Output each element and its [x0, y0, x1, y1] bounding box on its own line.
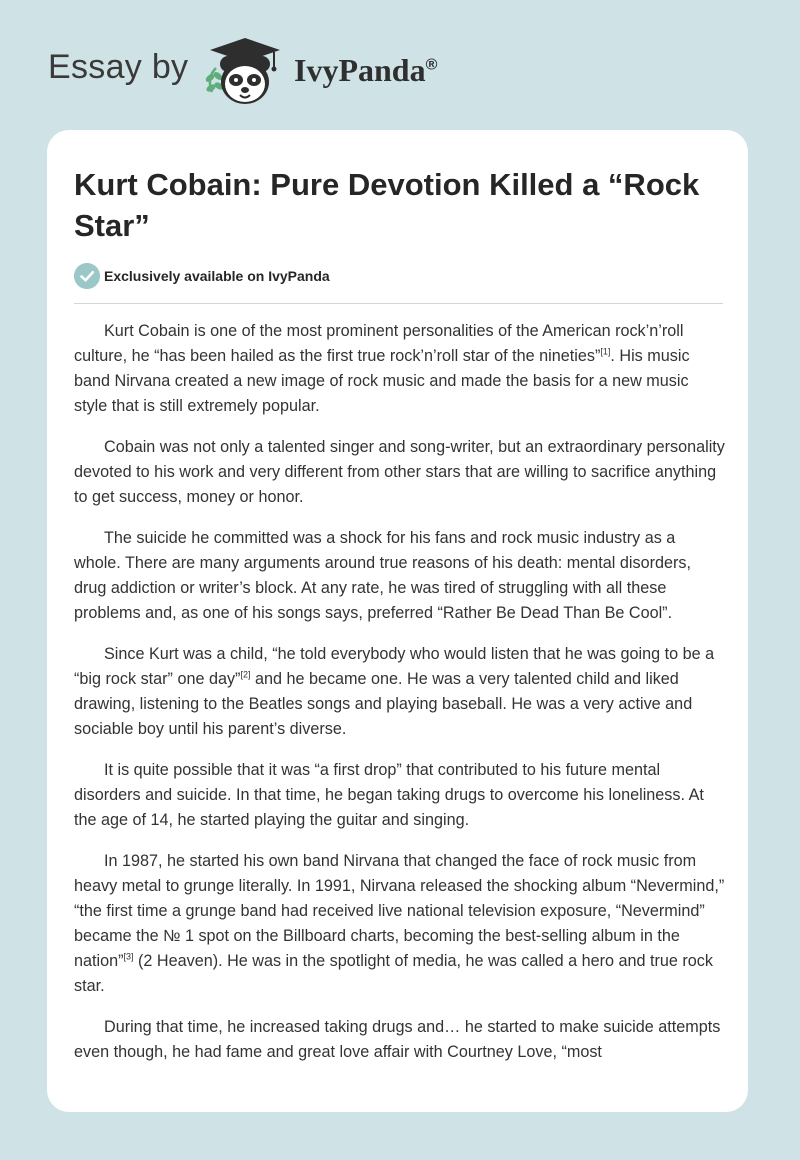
paragraph-text: During that time, he increased taking drugs and… he started to make suicide attempts even though, he had fame and great love affair with Courtney Love, “most: [74, 1018, 721, 1061]
essay-body: [74, 319, 726, 1081]
brand-prefix: Essay by: [48, 48, 189, 86]
body-paragraph: [74, 435, 726, 510]
paragraph-text: It is quite possible that it was “a first drop” that contributed to his future mental disorders and suicide. In that time, he began taking drugs to overcome his loneliness. At the age of 14, he started playing the guitar and singing.: [74, 761, 704, 829]
footnote-reference[interactable]: [2]: [240, 669, 251, 680]
paragraph-text: Kurt Cobain is one of the most prominent personalities of the American rock’n’roll culture, he “has been hailed as the first true rock’n’roll star of the nineties”: [74, 322, 684, 365]
panda-graduate-logo-icon[interactable]: [202, 34, 284, 114]
header-divider: [74, 303, 723, 304]
site-header: [48, 34, 508, 114]
checkmark-circle-icon: [74, 263, 100, 289]
brand-name-text: IvyPanda: [294, 52, 426, 88]
footnote-reference[interactable]: [3]: [123, 951, 134, 962]
paragraph-text: (2 Heaven). He was in the spotlight of media, he was called a hero and true rock star.: [74, 952, 713, 995]
paragraph-text: Cobain was not only a talented singer and song-writer, but an extraordinary personality devoted to his work and very different from other stars that are willing to sacrifice anything to get success, money or honor.: [74, 438, 725, 506]
footnote-reference[interactable]: [1]: [600, 346, 611, 357]
brand-name[interactable]: [294, 52, 437, 89]
paragraph-text: and he became one. He was a very talented child and liked drawing, listening to the Beatles songs and playing baseball. He was a very active and sociable boy until his parent’s diverse.: [74, 670, 693, 738]
exclusive-badge-label: Exclusively available on IvyPanda: [104, 268, 330, 284]
paragraph-text: The suicide he committed was a shock for his fans and rock music industry as a whole. There are many arguments around true reasons of his death: mental disorders, drug addiction or writer’s block. At any rate, he was tired of struggling with all these problems and, as one of his songs says, preferred “Rather Be Dead Than Be Cool”.: [74, 529, 691, 622]
paragraph-text: Since Kurt was a child, “he told everybody who would listen that he was going to be a “big rock star” one day”: [74, 645, 715, 688]
essay-title: Kurt Cobain: Pure Devotion Killed a “Rock Star”: [74, 167, 700, 243]
essay-card: [47, 130, 748, 1112]
body-paragraph: [74, 642, 726, 742]
paragraph-text: . His music band Nirvana created a new image of rock music and made the basis for a new music style that is still extremely popular.: [74, 347, 690, 415]
body-paragraph: [74, 319, 726, 419]
body-paragraph: [74, 758, 726, 833]
registered-mark: ®: [425, 56, 438, 74]
paragraph-text: In 1987, he started his own band Nirvana that changed the face of rock music from heavy metal to grunge literally. In 1991, Nirvana released the shocking album “Nevermind,” “the first time a grunge band had received live national television exposure, “Nevermind” became the № 1 spot on the Billboard charts, becoming the best-selling album in the nation”: [74, 852, 725, 970]
body-paragraph: [74, 526, 726, 626]
body-paragraph: [74, 849, 726, 999]
body-paragraph: [74, 1015, 726, 1065]
